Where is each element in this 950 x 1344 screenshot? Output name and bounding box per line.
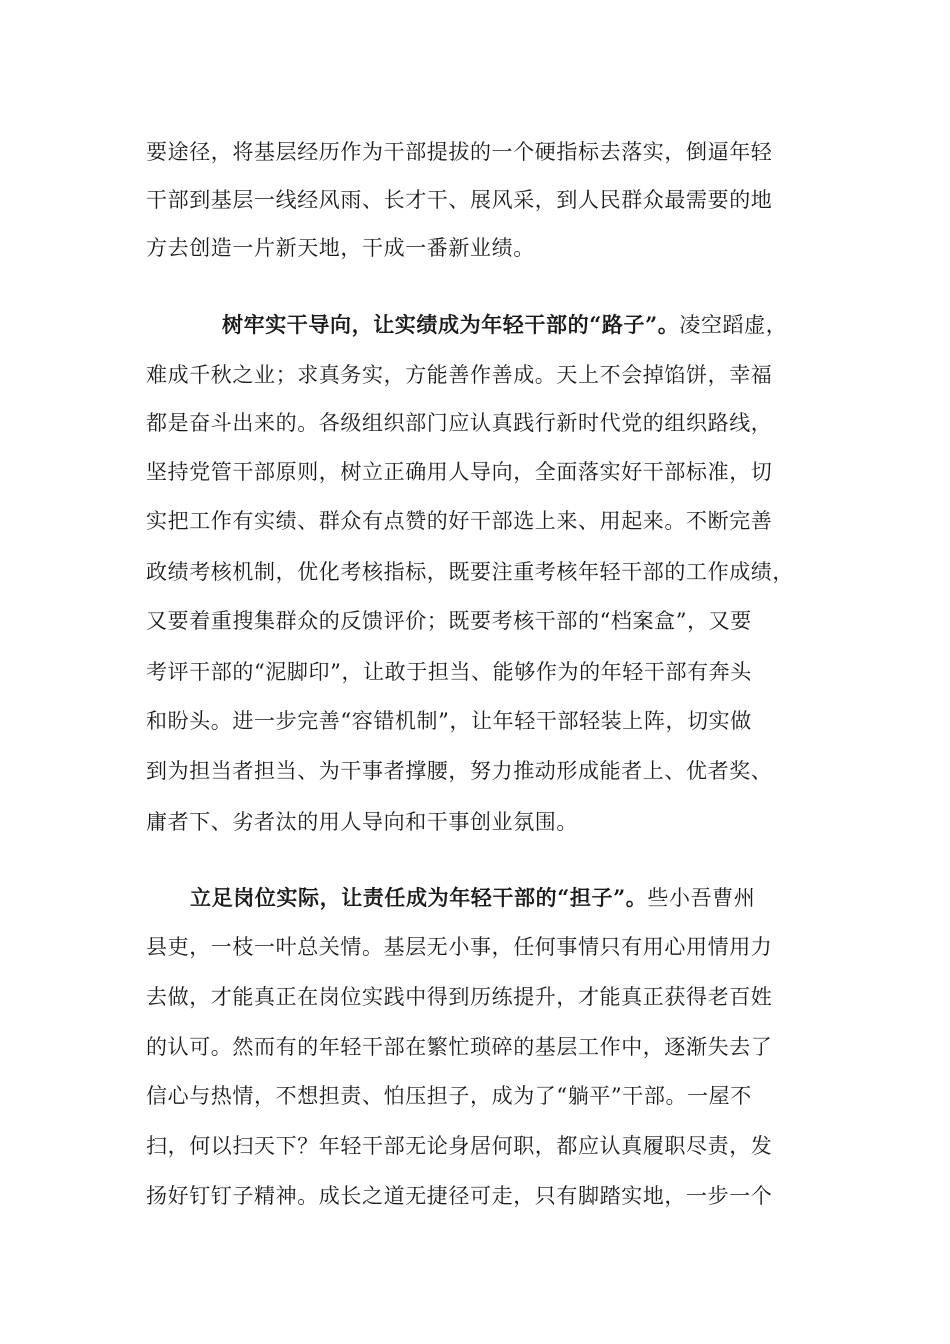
- paragraph-first-line: [222, 311, 787, 339]
- paragraph-line: 要途径，将基层经历作为干部提拔的一个硬指标去落实，倒逼年轻: [146, 140, 773, 164]
- paragraph-line: 政绩考核机制，优化考核指标，既要注重考核年轻干部的工作成绩，: [146, 560, 794, 584]
- paragraph-line: 实把工作有实绩、群众有点赞的好干部选上来、用起来。不断完善: [146, 509, 773, 533]
- paragraph-line: 去做，才能真正在岗位实践中得到历练提升，才能真正获得老百姓: [146, 985, 773, 1009]
- paragraph-line: 坚持党管干部原则，树立正确用人导向，全面落实好干部标准，切: [146, 460, 773, 484]
- paragraph-line: 到为担当者担当、为干事者撑腰，努力推动形成能者上、优者奖、: [146, 759, 773, 783]
- paragraph-line: 干部到基层一线经风雨、长才干、展风采，到人民群众最需要的地: [146, 188, 773, 212]
- paragraph-line: 又要着重搜集群众的反馈评价；既要考核干部的“档案盒”，又要: [146, 609, 752, 633]
- paragraph-line: 都是奋斗出来的。各级组织部门应认真践行新时代党的组织路线，: [146, 411, 773, 435]
- heading-continuation: 凌空蹈虚，: [679, 313, 788, 337]
- heading-continuation: 些小吾曹州: [647, 886, 756, 910]
- section-heading: 立足岗位实际，让责任成为年轻干部的“担子”。: [190, 885, 648, 910]
- paragraph-first-line: [190, 884, 755, 912]
- paragraph-line: 难成千秋之业；求真务实，方能善作善成。天上不会掉馅饼，幸福: [146, 363, 773, 387]
- paragraph-line: 庸者下、劣者汰的用人导向和干事创业氛围。: [146, 810, 578, 834]
- paragraph-line: 和盼头。进一步完善“容错机制”，让年轻干部轻装上阵，切实做: [146, 709, 752, 733]
- paragraph-line: 的认可。然而有的年轻干部在繁忙琐碎的基层工作中，逐渐失去了: [146, 1035, 773, 1059]
- paragraph-line: 扫，何以扫天下？年轻干部无论身居何职，都应认真履职尽责，发: [146, 1134, 773, 1158]
- paragraph-line: 方去创造一片新天地，干成一番新业绩。: [146, 236, 535, 260]
- section-heading: 树牢实干导向，让实绩成为年轻干部的“路子”。: [222, 312, 680, 337]
- paragraph-line: 考评干部的“泥脚印”，让敢于担当、能够作为的年轻干部有奔头: [146, 660, 752, 684]
- paragraph-line: 信心与热情，不想担责、怕压担子，成为了“躺平”干部。一屋不: [146, 1084, 752, 1108]
- paragraph-line: 扬好钉钉子精神。成长之道无捷径可走，只有脚踏实地，一步一个: [146, 1184, 773, 1208]
- paragraph-line: 县吏，一枝一叶总关情。基层无小事，任何事情只有用心用情用力: [146, 935, 773, 959]
